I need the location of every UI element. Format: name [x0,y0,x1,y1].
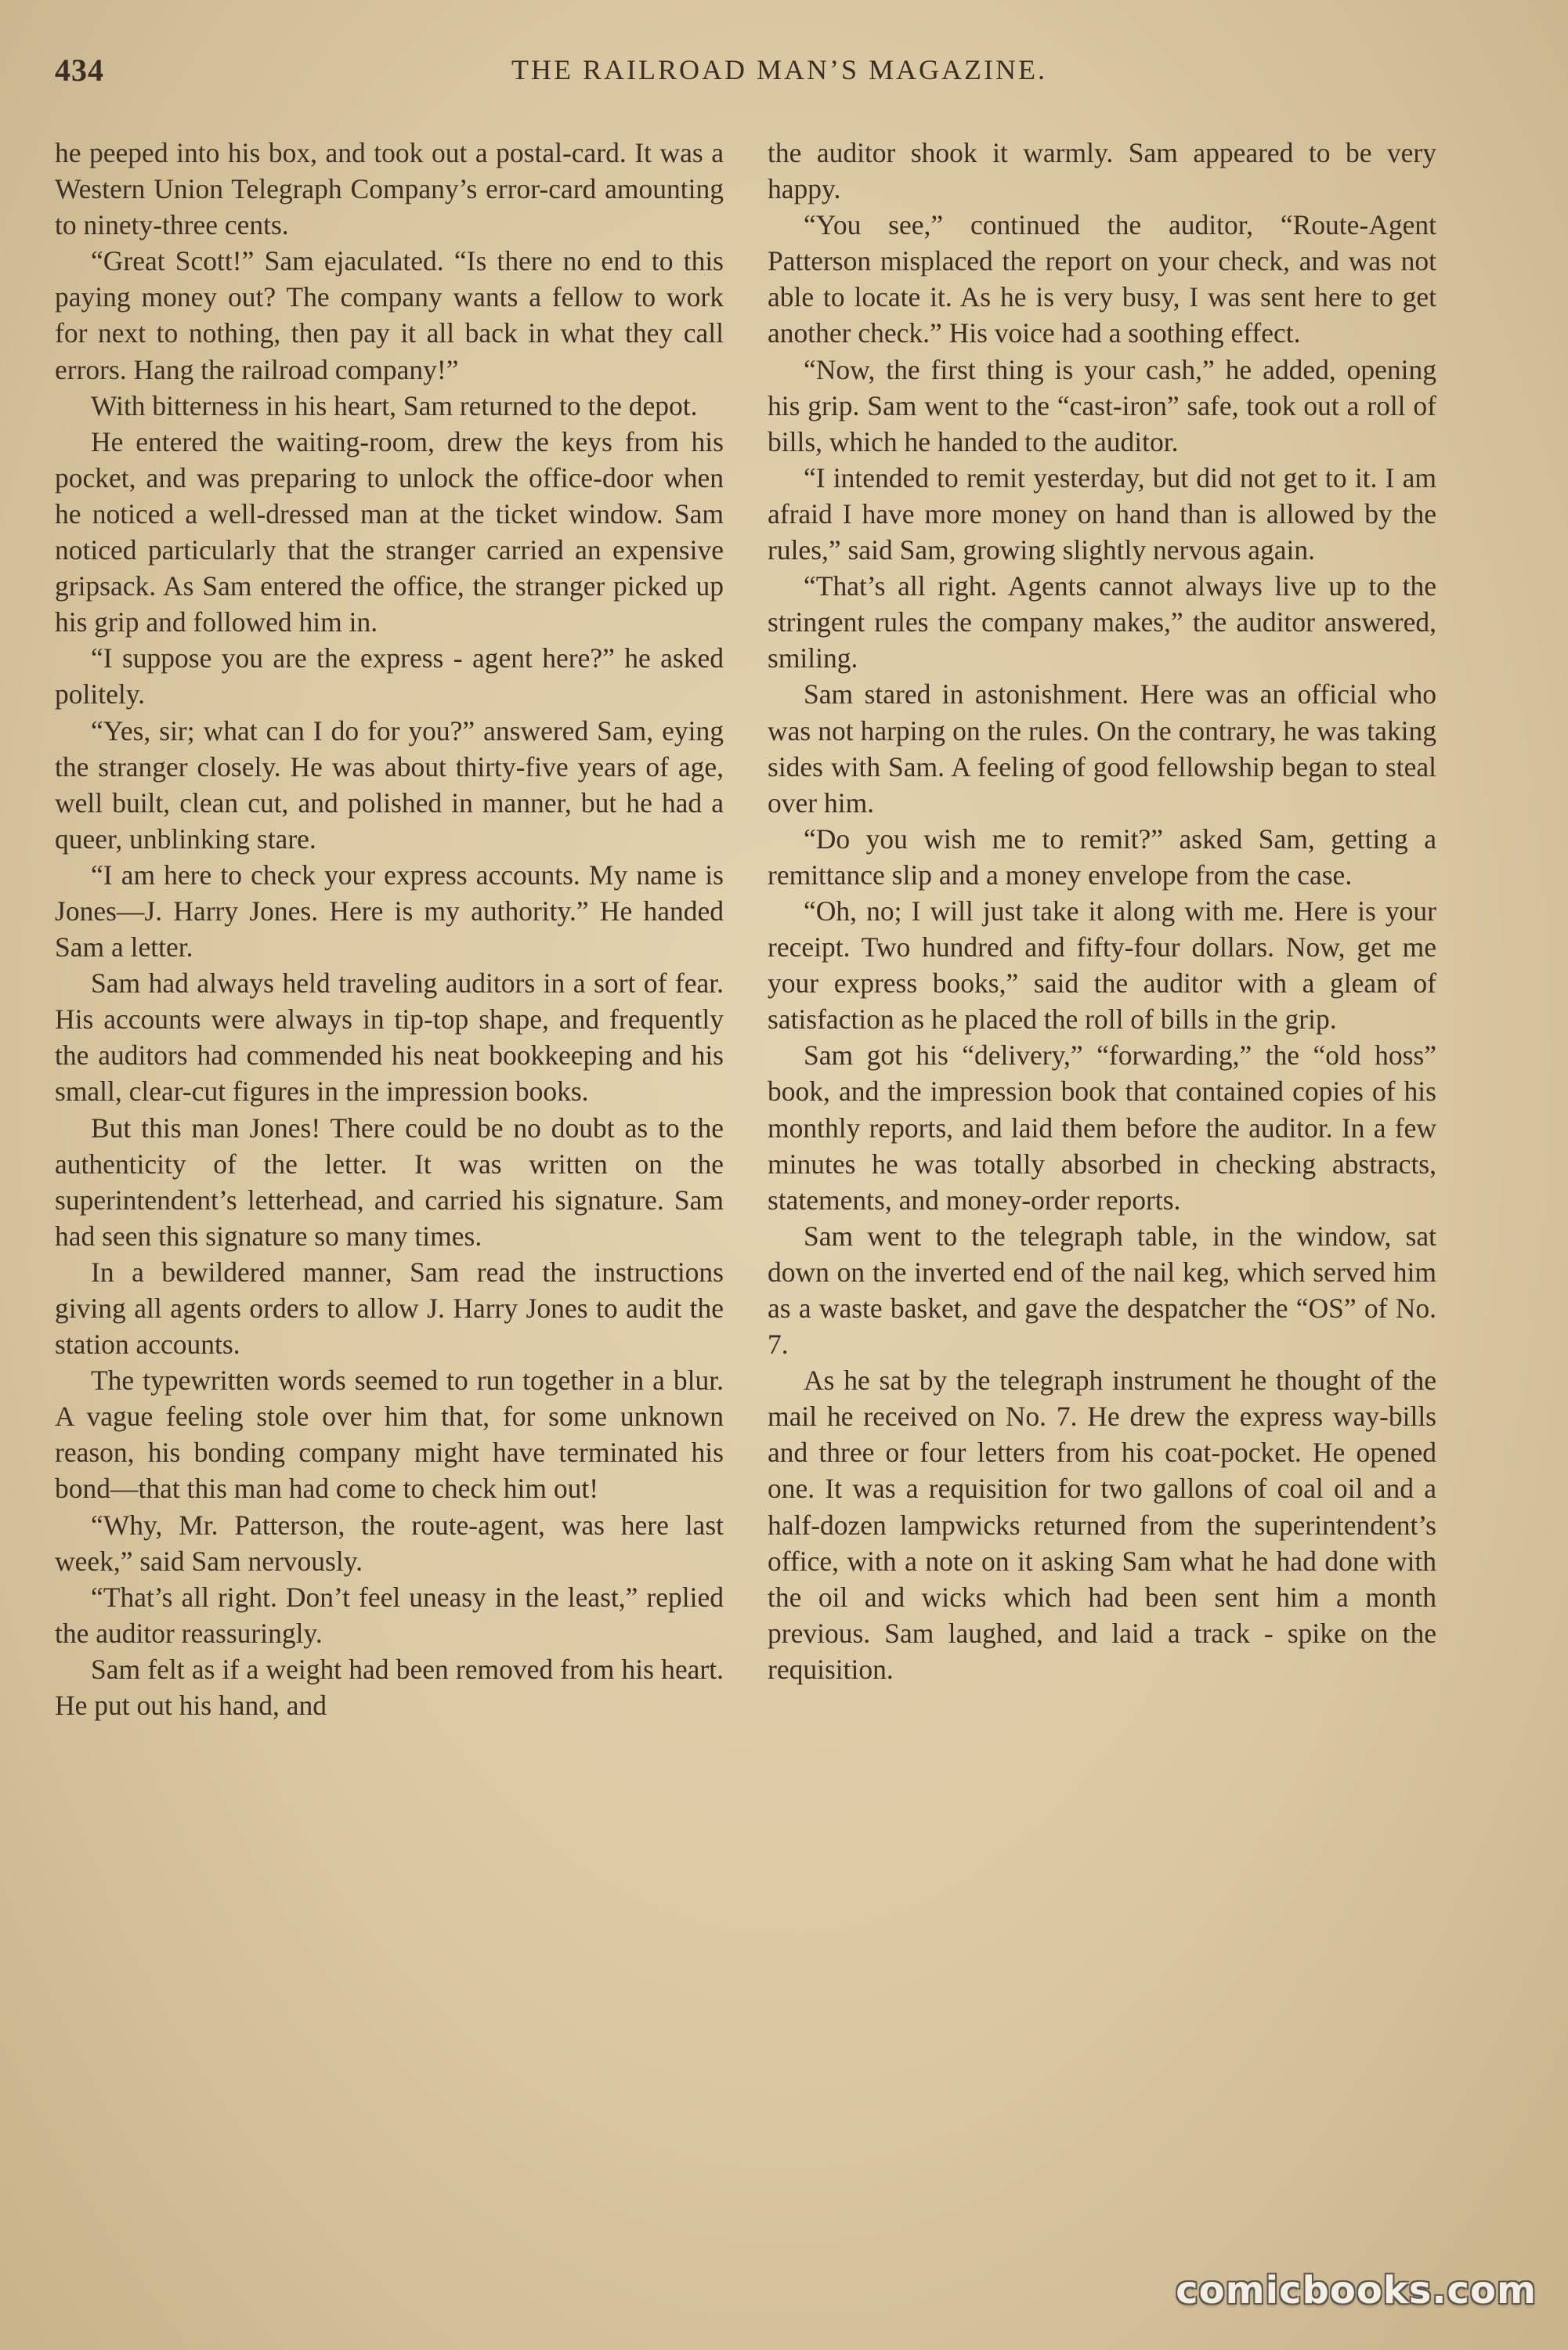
paragraph: “Now, the first thing is your cash,” he added, opening his grip. Sam went to the “cast-iron” safe, took out a roll of bills, which he handed to the auditor. [768,353,1436,457]
paragraph: “That’s all right. Don’t feel uneasy in the least,” replied the auditor reassuringly. [55,1581,724,1649]
paragraph: “I intended to remit yesterday, but did not get to it. I am afraid I have more money on hand than is allowed by the rules,” said Sam, growing slightly nervous again. [768,461,1436,566]
paragraph: “Why, Mr. Patterson, the route-agent, was here last week,” said Sam nervously. [55,1509,724,1577]
paragraph: Sam had always held traveling auditors in a sort of fear. His accounts were always in tip-top shape, and frequently the auditors had commended his neat bookkeeping and his small, clear-cut figures in the impression books. [55,967,724,1108]
page-number: 434 [55,52,104,88]
right-column [768,135,1436,1687]
left-column [55,135,724,1723]
paragraph: “Do you wish me to remit?” asked Sam, getting a remittance slip and a money envelope from the case. [768,822,1436,891]
paragraph: He entered the waiting-room, drew the keys from his pocket, and was preparing to unlock the office-door when he noticed a well-dressed man at the ticket window. Sam noticed particularly that the stranger carried an expensive gripsack. As Sam entered the office, the stranger picked up his grip and followed him in. [55,425,724,638]
running-title: THE RAILROAD MAN’S MAGAZINE. [511,54,1047,85]
paragraph: “Oh, no; I will just take it along with me. Here is your receipt. Two hundred and fifty-four dollars. Now, get me your express books,” said the auditor with a gleam of satisfaction as he placed the roll of bills in the grip. [768,895,1436,1036]
paragraph: In a bewildered manner, Sam read the instructions giving all agents orders to allow J. Harry Jones to audit the station accounts. [55,1256,724,1361]
paragraph: Sam got his “delivery,” “forwarding,” the “old hoss” book, and the impression book that contained copies of his monthly reports, and laid them before the auditor. In a few minutes he was totally absorbed in checking abstracts, statements, and money-order reports. [768,1039,1436,1216]
paragraph: “That’s all right. Agents cannot always live up to the stringent rules the company makes,” the auditor answered, smiling. [768,570,1436,674]
paragraph: “I am here to check your express accounts. My name is Jones—J. Harry Jones. Here is my authority.” He handed Sam a letter. [55,859,724,964]
paragraph: “You see,” continued the auditor, “Route-Agent Patterson misplaced the report on your check, and was not able to locate it. As he is very busy, I was sent here to get another check.” His voice had a soothing effect. [768,209,1436,349]
paragraph: With bitterness in his heart, Sam returned to the depot. [91,389,698,421]
paragraph: Sam stared in astonishment. Here was an official who was not harping on the rules. On the contrary, he was taking sides with Sam. A feeling of good fellowship began to steal over him. [768,678,1436,819]
paragraph: “I suppose you are the express - agent here?” he asked politely. [55,642,724,710]
paragraph: Sam felt as if a weight had been removed from his heart. He put out his hand, and [55,1653,724,1722]
watermark-logo: comicbooks.com [1176,2269,1537,2312]
paragraph: But this man Jones! There could be no doubt as to the authenticity of the letter. It was written on the superintendent’s letterhead, and carried his signature. Sam had seen this signature so many times. [55,1112,724,1252]
paragraph: The typewritten words seemed to run together in a blur. A vague feeling stole over him that, for some unknown reason, his bonding company might have terminated his bond—that this man had come to check him out! [55,1365,724,1505]
paragraph: As he sat by the telegraph instrument he thought of the mail he received on No. 7. He drew the express way-bills and three or four letters from his coat-pocket. He opened one. It was a requisition for two gallons of coal oil and a half-dozen lampwicks returned from the superintendent’s office, with a note on it asking Sam what he had done with the oil and wicks which had been sent him a month previous. Sam laughed, and laid a track - spike on the requisition. [768,1365,1436,1685]
page-header [55,45,1504,100]
paragraph: he peeped into his box, and took out a postal-card. It was a Western Union Telegraph Company’s error-card amounting to ninety-three cents. [55,137,724,241]
paragraph: the auditor shook it warmly. Sam appeared to be very happy. [768,137,1436,205]
paragraph: Sam went to the telegraph table, in the window, sat down on the inverted end of the nail keg, which served him as a waste basket, and gave the despatcher the “OS” of No. 7. [768,1220,1436,1361]
paragraph: “Yes, sir; what can I do for you?” answered Sam, eying the stranger closely. He was about thirty-five years of age, well built, clean cut, and polished in manner, but he had a queer, unblinking stare. [55,714,724,855]
paragraph: “Great Scott!” Sam ejaculated. “Is there no end to this paying money out? The company wants a fellow to work for next to nothing, then pay it all back in what they call errors. Hang the railroad company!” [55,245,724,385]
